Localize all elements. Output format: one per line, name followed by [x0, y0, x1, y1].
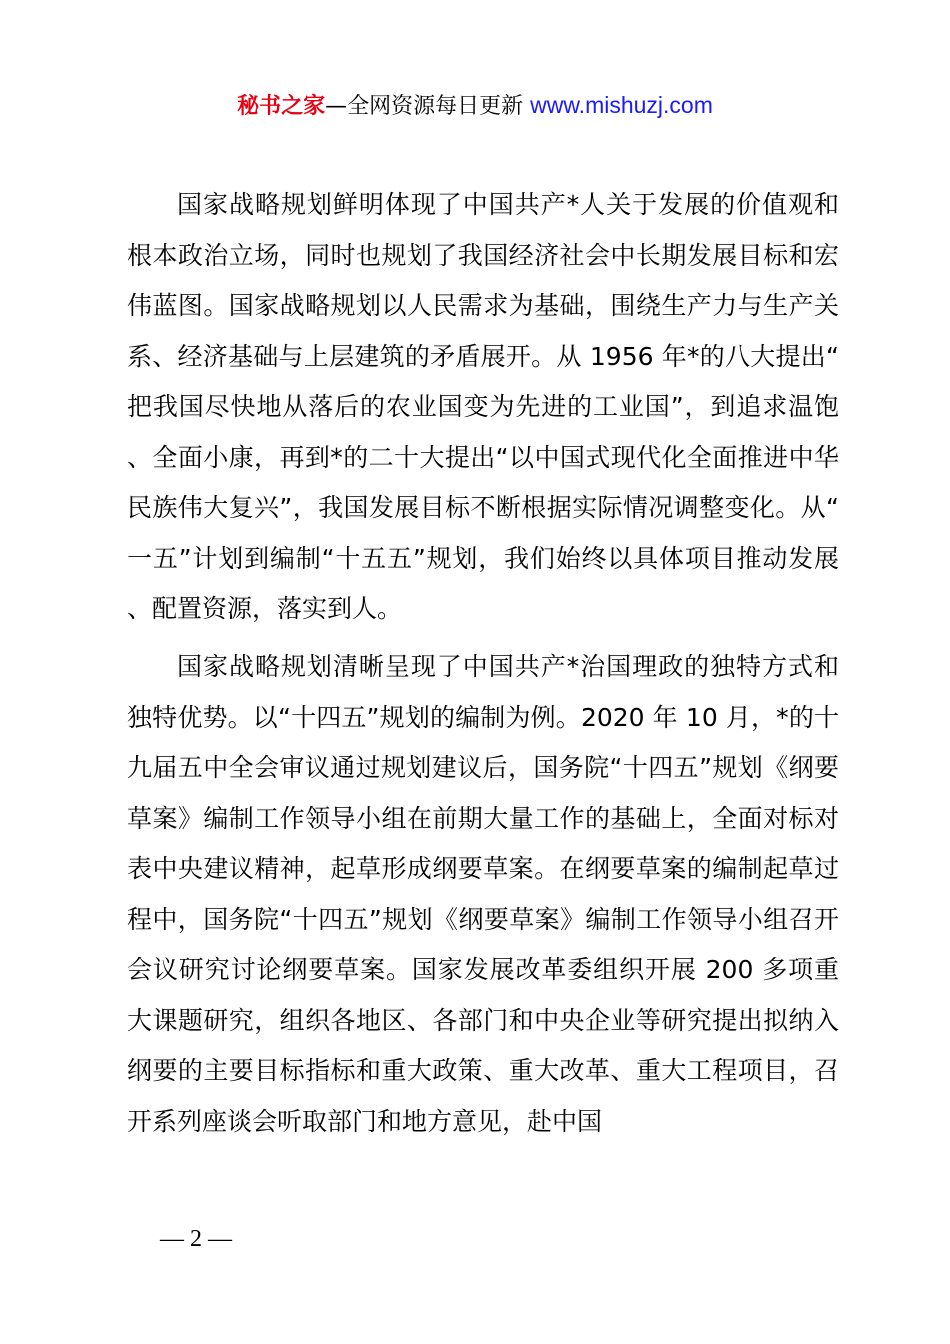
site-tagline: —全网资源每日更新	[325, 94, 531, 119]
site-brand-name: 秘书之家	[237, 94, 326, 119]
site-url-link[interactable]: www.mishuzj.com	[530, 92, 713, 118]
site-header	[0, 88, 950, 124]
body-paragraph-2: 国家战略规划清晰呈现了中国共产*治国理政的独特方式和独特优势。以“十四五”规划的编制为例。2020 年 10 月，*的十九届五中全会审议通过规划建议后，国务院“十四五”规划《纲要草案》编制工作领导小组在前期大量工作的基础上，全面对标对表中央建议精神，起草形成纲要草案。在纲要草案的编制起草过程中，国务院“十四五”规划《纲要草案》编制工作领导小组召开会议研究讨论纲要草案。国家发展改革委组织开展 200 多项重大课题研究，组织各地区、各部门和中央企业等研究提出拟纳入纲要的主要目标指标和重大政策、重大改革、重大工程项目，召开系列座谈会听取部门和地方意见，赴中国	[127, 652, 839, 1136]
page-number: — 2 —	[160, 1226, 232, 1252]
body-paragraph-1: 国家战略规划鲜明体现了中国共产*人关于发展的价值观和根本政治立场，同时也规划了我国经济社会中长期发展目标和宏伟蓝图。国家战略规划以人民需求为基础，围绕生产力与生产关系、经济基础与上层建筑的矛盾展开。从 1956 年*的八大提出“把我国尽快地从落后的农业国变为先进的工业国”，到追求温饱、全面小康，再到*的二十大提出“以中国式现代化全面推进中华民族伟大复兴”，我国发展目标不断根据实际情况调整变化。从“一五”计划到编制“十五五”规划，我们始终以具体项目推动发展、配置资源，落实到人。	[127, 190, 839, 623]
